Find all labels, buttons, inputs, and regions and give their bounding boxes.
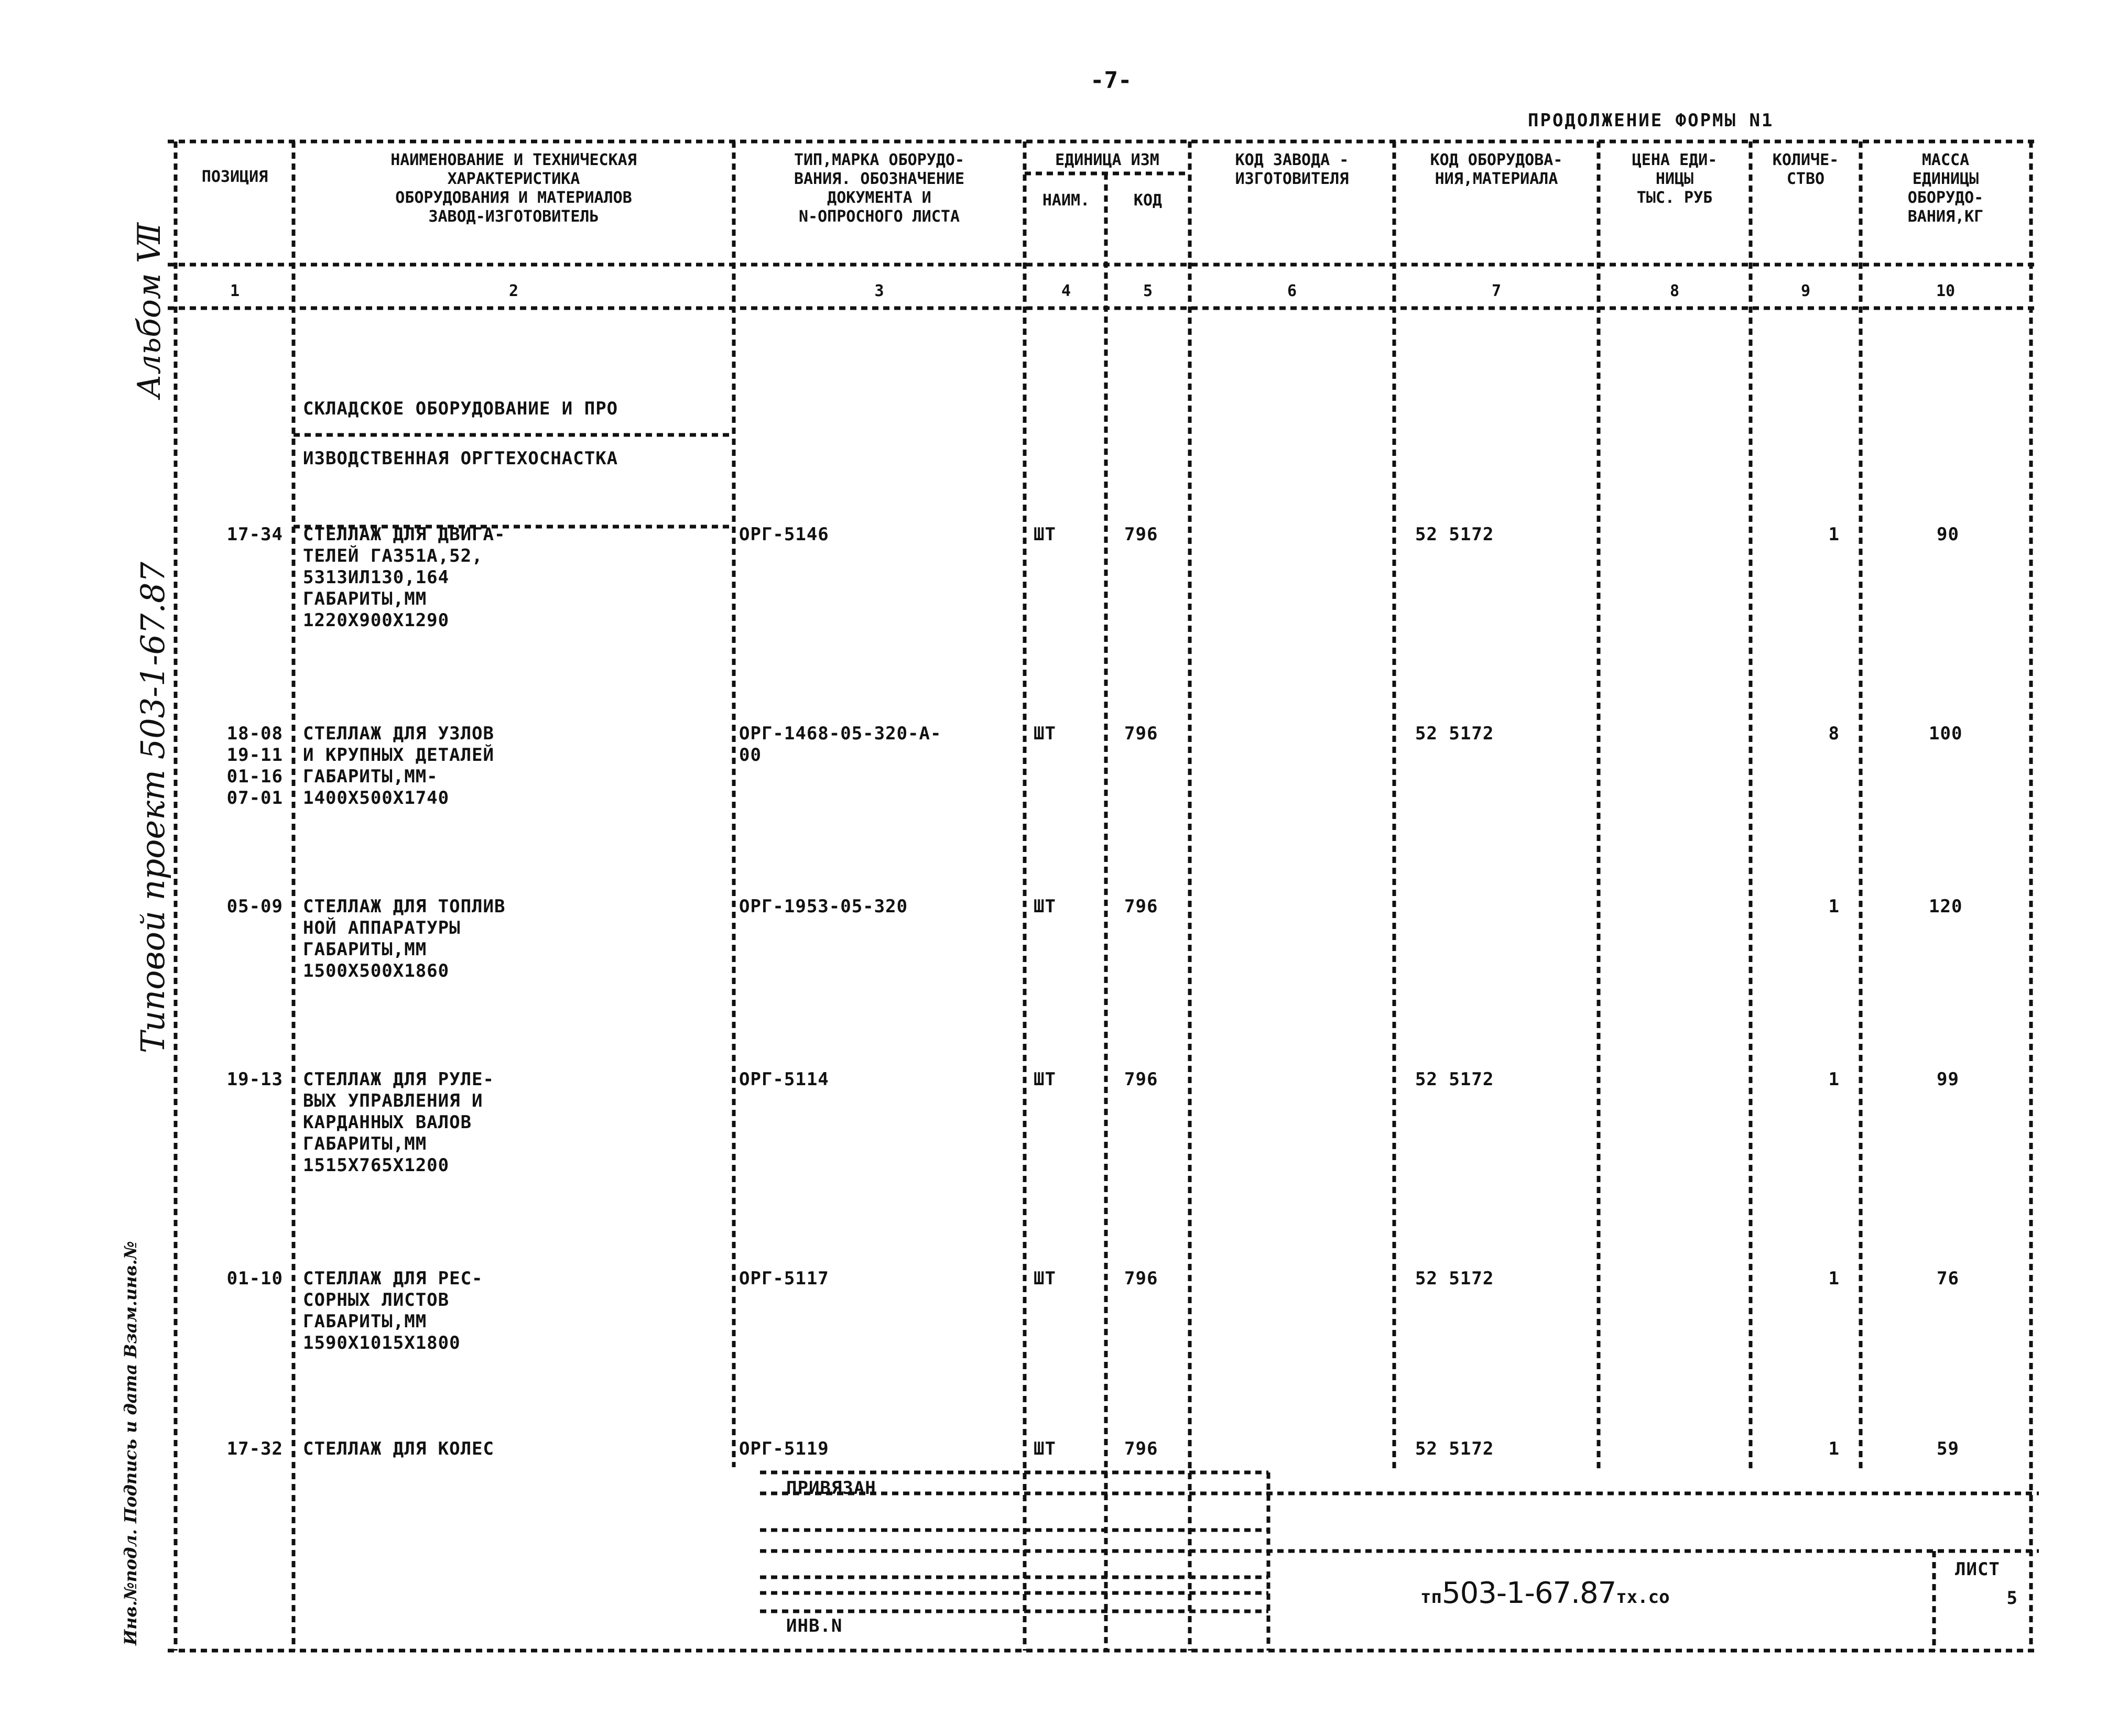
row1-position: 17-34: [226, 524, 283, 545]
continuation-title: ПРОДОЛЖЕНИЕ ФОРМЫ N1: [1528, 110, 1774, 131]
col-number-5: 5: [1143, 282, 1153, 300]
row6-mass: 59: [1937, 1438, 1959, 1459]
col-header-unit-name: НАИМ.: [1042, 191, 1090, 210]
row2-position: 18-08 19-11 01-16 07-01: [226, 723, 283, 809]
stamp-side-label: Инв.№подл. Подпись и дата Взам.инв.№: [121, 1241, 140, 1645]
row2-type: ОРГ-1468-05-320-А- 00: [739, 723, 942, 766]
row6-unit: ШТ: [1034, 1438, 1056, 1459]
row5-name: СТЕЛЛАЖ ДЛЯ РЕС- СОРНЫХ ЛИСТОВ ГАБАРИТЫ,ММ 1590Х1015Х1800: [303, 1268, 483, 1353]
row3-name: СТЕЛЛАЖ ДЛЯ ТОПЛИВ НОЙ АППАРАТУРЫ ГАБАРИТЫ,ММ 1500Х500Х1860: [303, 896, 506, 981]
sheet-number: 5: [2006, 1588, 2018, 1609]
col-number-8: 8: [1669, 282, 1680, 300]
row3-unit: ШТ: [1034, 896, 1056, 917]
row5-position: 01-10: [226, 1268, 283, 1289]
doc-code-prefix: тп: [1420, 1587, 1442, 1608]
row2-unit-code: 796: [1124, 723, 1158, 744]
col-number-6: 6: [1287, 282, 1297, 300]
row6-equip-code: 52 5172: [1415, 1438, 1494, 1459]
col-header-name: НАИМЕНОВАНИЕ И ТЕХНИЧЕСКАЯ ХАРАКТЕРИСТИКА ОБОРУДОВАНИЯ И МАТЕРИАЛОВ ЗАВОД-ИЗГОТОВИТЕЛЬ: [390, 151, 637, 226]
row3-type: ОРГ-1953-05-320: [739, 896, 908, 917]
row2-name: СТЕЛЛАЖ ДЛЯ УЗЛОВ И КРУПНЫХ ДЕТАЛЕЙ ГАБАРИТЫ,ММ- 1400Х500Х1740: [303, 723, 494, 809]
row1-name: СТЕЛЛАЖ ДЛЯ ДВИГА- ТЕЛЕЙ ГАЗ51А,52, 5313ИЛ130,164 ГАБАРИТЫ,ММ 1220Х900Х1290: [303, 524, 506, 631]
col-number-3: 3: [874, 282, 884, 300]
col-header-qty: КОЛИЧЕ- СТВО: [1772, 151, 1839, 188]
row1-unit: ШТ: [1034, 524, 1056, 545]
row1-equip-code: 52 5172: [1415, 524, 1494, 545]
col-number-1: 1: [230, 282, 240, 300]
row1-unit-code: 796: [1124, 524, 1158, 545]
row5-type: ОРГ-5117: [739, 1268, 829, 1289]
col-header-price: ЦЕНА ЕДИ- НИЦЫ ТЫС. РУБ: [1632, 151, 1718, 207]
col-number-7: 7: [1491, 282, 1502, 300]
row2-mass: 100: [1929, 723, 1963, 744]
row4-type: ОРГ-5114: [739, 1069, 829, 1090]
row4-unit: ШТ: [1034, 1069, 1056, 1090]
col-number-9: 9: [1800, 282, 1811, 300]
stamp-inv: ИНВ.N: [786, 1615, 843, 1636]
row4-unit-code: 796: [1124, 1069, 1158, 1090]
col-header-equip-code: КОД ОБОРУДОВА- НИЯ,МАТЕРИАЛА: [1430, 151, 1563, 188]
row6-position: 17-32: [226, 1438, 283, 1459]
row3-qty: 1: [1828, 896, 1840, 917]
row3-position: 05-09: [226, 896, 283, 917]
col-number-2: 2: [508, 282, 519, 300]
row1-type: ОРГ-5146: [739, 524, 829, 545]
sheet-label: ЛИСТ: [1955, 1559, 2000, 1580]
section-title-line2: ИЗВОДСТВЕННАЯ ОРГТЕХОСНАСТКА: [303, 448, 618, 469]
col-number-10: 10: [1936, 282, 1956, 300]
row6-unit-code: 796: [1124, 1438, 1158, 1459]
row4-mass: 99: [1937, 1069, 1959, 1090]
col-header-type: ТИП,МАРКА ОБОРУДО- ВАНИЯ. ОБОЗНАЧЕНИЕ ДОКУМЕНТА И N-ОПРОСНОГО ЛИСТА: [794, 151, 965, 226]
col-header-unit-code: КОД: [1133, 191, 1163, 210]
row6-qty: 1: [1828, 1438, 1840, 1459]
row5-mass: 76: [1937, 1268, 1959, 1289]
row5-qty: 1: [1828, 1268, 1840, 1289]
doc-code-main: 503-1-67.87: [1441, 1576, 1616, 1610]
row2-qty: 8: [1828, 723, 1840, 744]
row4-name: СТЕЛЛАЖ ДЛЯ РУЛЕ- ВЫХ УПРАВЛЕНИЯ И КАРДАННЫХ ВАЛОВ ГАБАРИТЫ,ММ 1515Х765Х1200: [303, 1069, 494, 1176]
row3-unit-code: 796: [1124, 896, 1158, 917]
col-number-4: 4: [1061, 282, 1071, 300]
project-label: Типовой проект 503-1-67.87: [134, 562, 172, 1053]
row6-name: СТЕЛЛАЖ ДЛЯ КОЛЕС: [303, 1438, 494, 1459]
row4-qty: 1: [1828, 1069, 1840, 1090]
document-code: [1420, 1576, 1670, 1610]
row2-unit: ШТ: [1034, 723, 1056, 744]
page-number: -7-: [1090, 67, 1132, 94]
col-header-plant-code: КОД ЗАВОДА - ИЗГОТОВИТЕЛЯ: [1235, 151, 1349, 188]
album-label: Альбом Ⅶ: [131, 222, 168, 398]
row3-mass: 120: [1929, 896, 1963, 917]
row4-position: 19-13: [226, 1069, 283, 1090]
stamp-privyazan: ПРИВЯЗАН: [786, 1478, 876, 1499]
col-header-mass: МАССА ЕДИНИЦЫ ОБОРУДО- ВАНИЯ,КГ: [1907, 151, 1984, 226]
row6-type: ОРГ-5119: [739, 1438, 829, 1459]
col-header-unit: ЕДИНИЦА ИЗМ: [1055, 151, 1159, 169]
row2-equip-code: 52 5172: [1415, 723, 1494, 744]
section-title-line1: СКЛАДСКОЕ ОБОРУДОВАНИЕ И ПРО: [303, 398, 618, 419]
row5-equip-code: 52 5172: [1415, 1268, 1494, 1289]
row1-mass: 90: [1937, 524, 1959, 545]
row4-equip-code: 52 5172: [1415, 1069, 1494, 1090]
row1-qty: 1: [1828, 524, 1840, 545]
doc-code-suffix: тх.со: [1616, 1587, 1670, 1608]
row5-unit: ШТ: [1034, 1268, 1056, 1289]
row5-unit-code: 796: [1124, 1268, 1158, 1289]
col-header-position: ПОЗИЦИЯ: [201, 168, 268, 186]
